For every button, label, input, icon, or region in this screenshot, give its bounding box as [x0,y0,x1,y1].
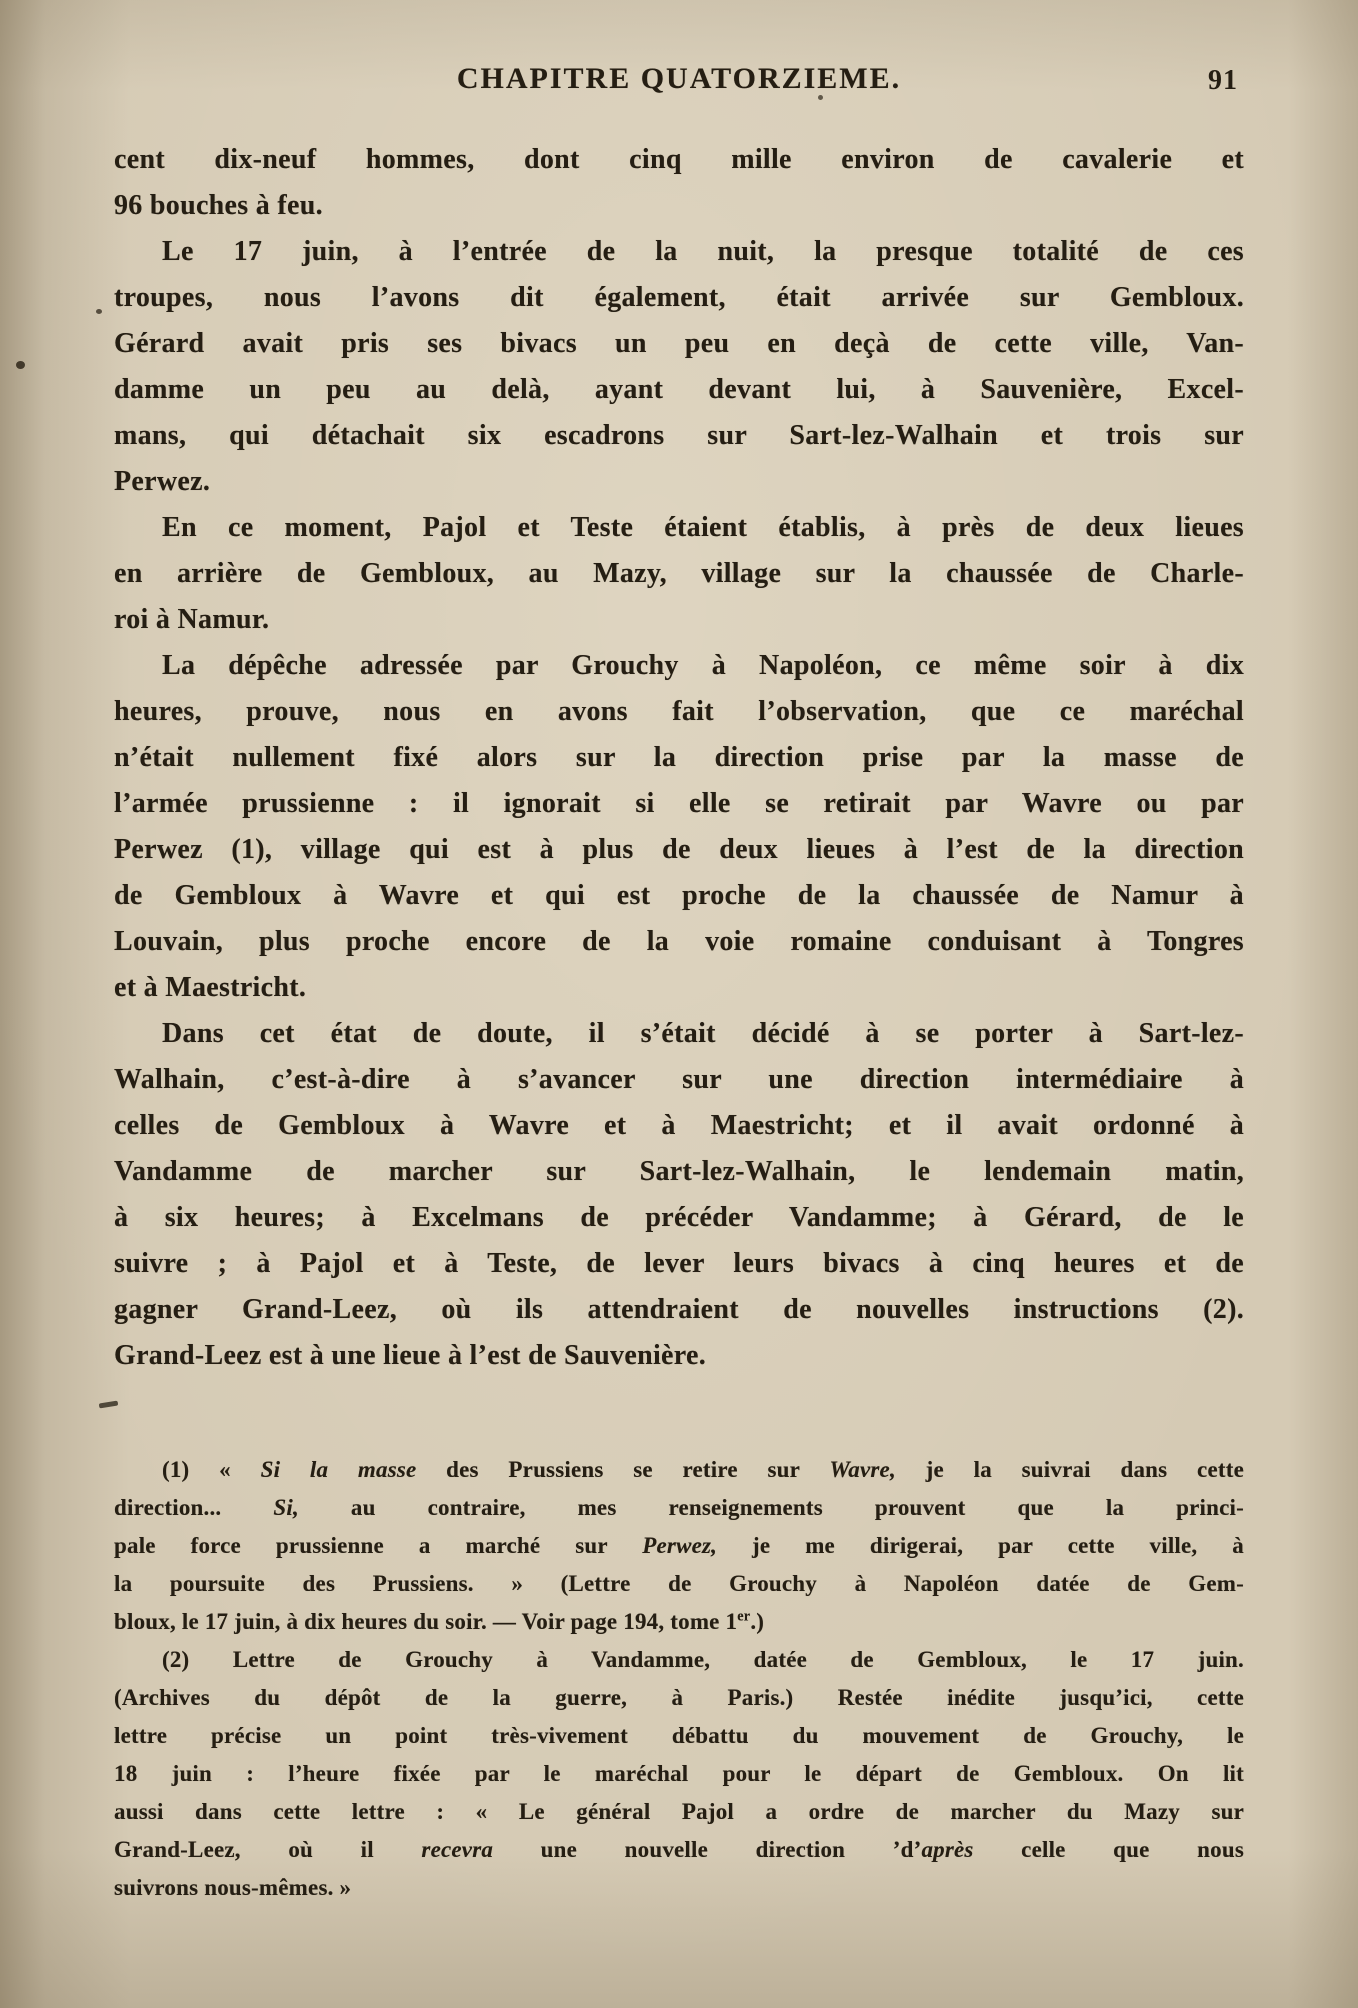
text-line: Le 17 juin, à l’entrée de la nuit, la presque totalité de ces [162,236,1244,267]
paragraph [114,137,1244,229]
text-line: La dépêche adressée par Grouchy à Napoléon, ce même soir à dix [162,650,1244,681]
text-line: pale force prussienne a marché sur Perwez, je me dirigerai, par cette ville, à [114,1533,1244,1558]
text-line: mans, qui détachait six escadrons sur Sart-lez-Walhain et trois sur [114,420,1244,451]
text-line: Perwez (1), village qui est à plus de deux lieues à l’est de la direction [114,834,1244,865]
text-line: suivrons nous-mêmes. » [114,1875,352,1900]
page-number: 91 [1208,65,1238,96]
text-line: suivre ; à Pajol et à Teste, de lever leurs bivacs à cinq heures et de [114,1248,1244,1279]
paragraph [114,1641,1244,1907]
text-line: damme un peu au delà, ayant devant lui, à Sauvenière, Excel- [114,374,1244,405]
text-line: (2) Lettre de Grouchy à Vandamme, datée de Gembloux, le 17 juin. [162,1647,1244,1672]
text-line: et à Maestricht. [114,972,307,1003]
text-line: (1) « Si la masse des Prussiens se retire sur Wavre, je la suivrai dans cette [162,1457,1244,1482]
text-line: Gérard avait pris ses bivacs un peu en deçà de cette ville, Van- [114,328,1244,359]
text-line: cent dix-neuf hommes, dont cinq mille environ de cavalerie et [114,144,1244,175]
paragraph [114,505,1244,643]
text-line: de Gembloux à Wavre et qui est proche de la chaussée de Namur à [114,880,1244,911]
text-line: aussi dans cette lettre : « Le général Pajol a ordre de marcher du Mazy sur [114,1799,1244,1824]
text-line: bloux, le 17 juin, à dix heures du soir. — Voir page 194, tome 1er.) [114,1608,765,1634]
text-line: Perwez. [114,466,211,497]
paper-speck [818,95,823,100]
text-line: heures, prouve, nous en avons fait l’observation, que ce maréchal [114,696,1244,727]
text-line: gagner Grand-Leez, où ils attendraient de nouvelles instructions (2). [114,1294,1244,1325]
text-line: lettre précise un point très-vivement débattu du mouvement de Grouchy, le [114,1723,1244,1748]
paper-speck [96,309,102,314]
text-line: à six heures; à Excelmans de précéder Vandamme; à Gérard, de le [114,1202,1244,1233]
text-line: (Archives du dépôt de la guerre, à Paris.) Restée inédite jusqu’ici, cette [114,1685,1244,1710]
margin-mark [99,1401,119,1409]
text-line: 96 bouches à feu. [114,190,323,221]
text-line: celles de Gembloux à Wavre et à Maestricht; et il avait ordonné à [114,1110,1244,1141]
paragraph [114,643,1244,1011]
paper-speck [16,361,25,369]
paragraph [114,1451,1244,1641]
text-line: Grand-Leez est à une lieue à l’est de Sauvenière. [114,1340,706,1371]
text-line: n’était nullement fixé alors sur la direction prise par la masse de [114,742,1244,773]
text-line: Louvain, plus proche encore de la voie romaine conduisant à Tongres [114,926,1244,957]
text-line: En ce moment, Pajol et Teste étaient établis, à près de deux lieues [162,512,1244,543]
main-text-block [114,137,1244,1379]
text-line: la poursuite des Prussiens. » (Lettre de Grouchy à Napoléon datée de Gem- [114,1571,1244,1596]
text-line: l’armée prussienne : il ignorait si elle se retirait par Wavre ou par [114,788,1244,819]
paragraph [114,1011,1244,1379]
footnotes-block [114,1451,1244,1907]
text-line: en arrière de Gembloux, au Mazy, village sur la chaussée de Charle- [114,558,1244,589]
text-line: roi à Namur. [114,604,270,635]
text-line: Vandamme de marcher sur Sart-lez-Walhain, le lendemain matin, [114,1156,1244,1187]
running-head-chapter-title: CHAPITRE QUATORZIEME. [456,62,902,95]
text-line: 18 juin : l’heure fixée par le maréchal pour le départ de Gembloux. On lit [114,1761,1244,1786]
text-line: troupes, nous l’avons dit également, était arrivée sur Gembloux. [114,282,1244,313]
text-line: Grand-Leez, où il recevra une nouvelle direction ’d’après celle que nous [114,1837,1244,1862]
text-line: Dans cet état de doute, il s’était décidé à se porter à Sart-lez- [162,1018,1244,1049]
page-header [114,62,1244,102]
text-line: direction... Si, au contraire, mes renseignements prouvent que la princi- [114,1495,1244,1520]
text-line: Walhain, c’est-à-dire à s’avancer sur une direction intermédiaire à [114,1064,1244,1095]
paragraph [114,229,1244,505]
